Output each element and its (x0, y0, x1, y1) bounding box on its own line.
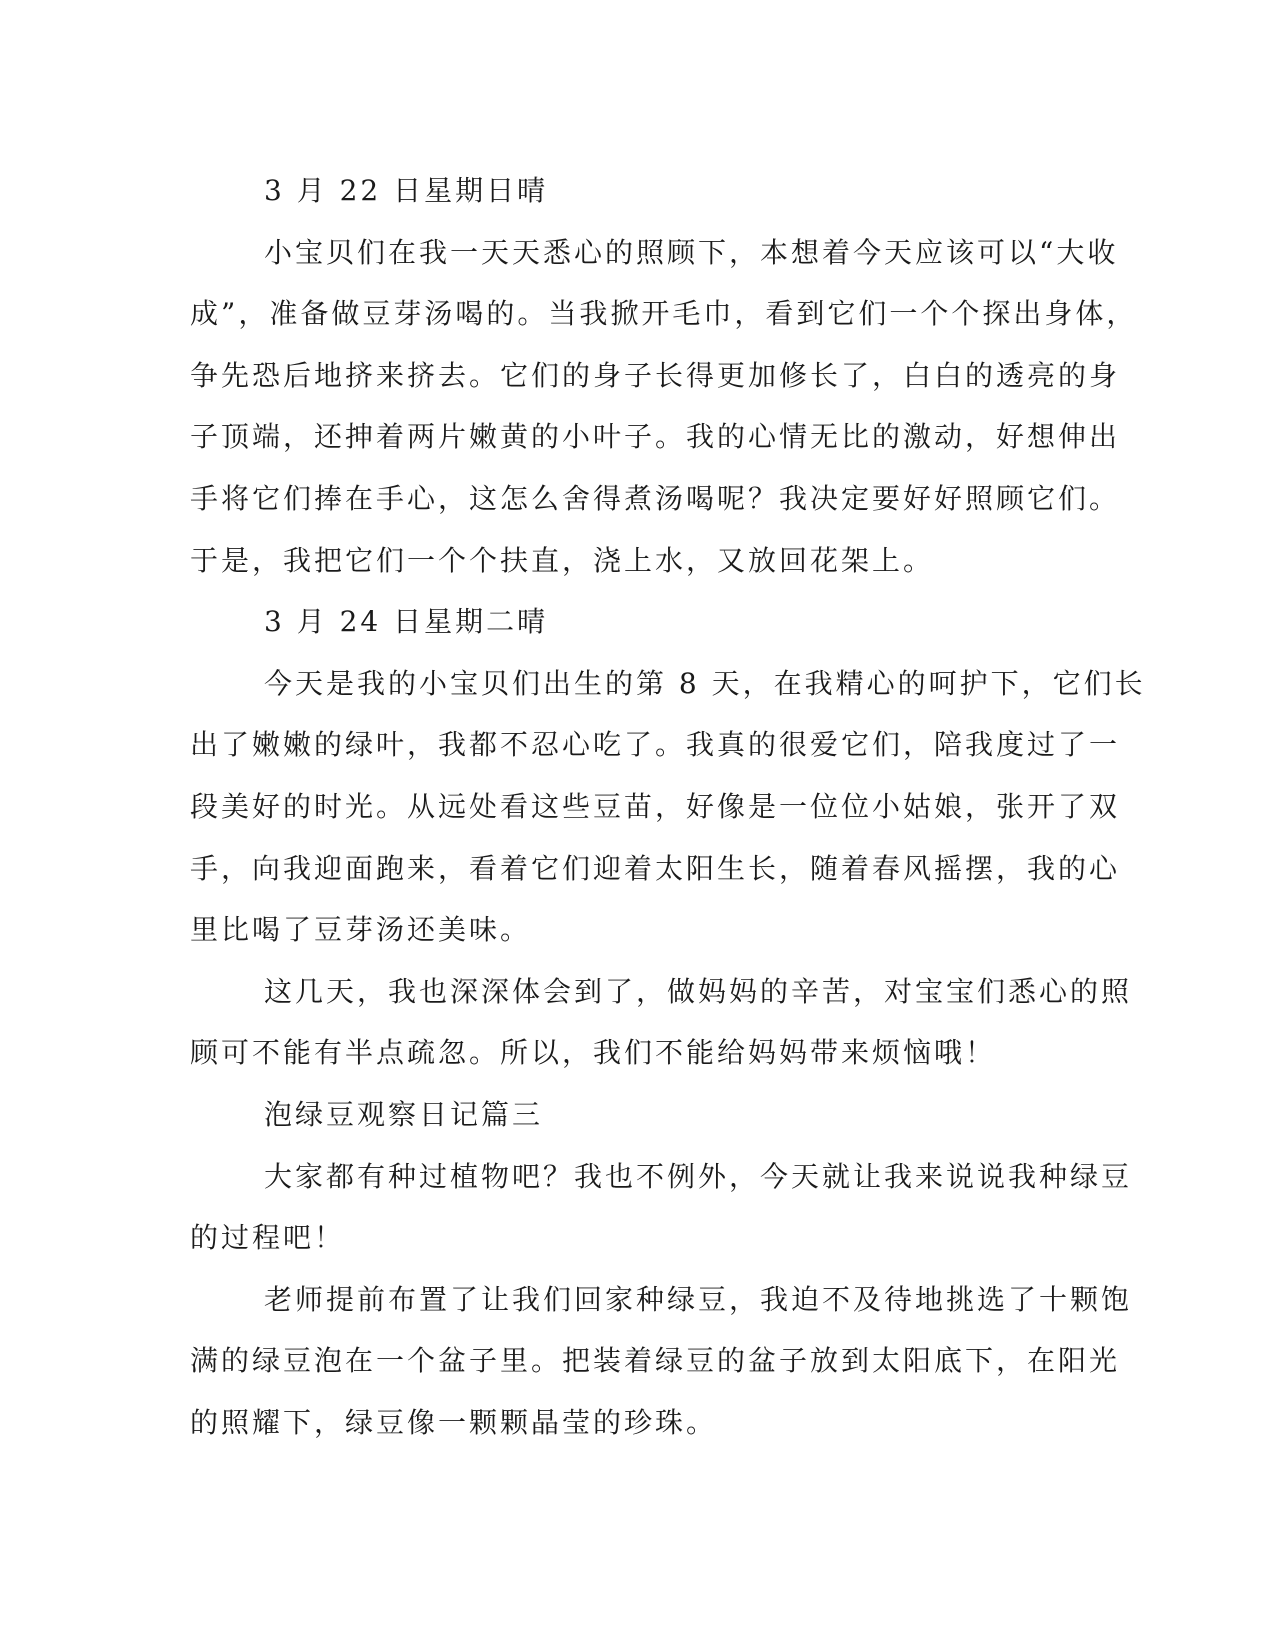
section-heading: 泡绿豆观察日记篇三 (264, 1097, 544, 1131)
date-heading: 3 月 22 日星期日晴 (264, 174, 549, 207)
paragraph-line: 满的绿豆泡在一个盆子里。把装着绿豆的盆子放到太阳底下，在阳光 (190, 1344, 1121, 1378)
paragraph-line: 顾可不能有半点疏忽。所以，我们不能给妈妈带来烦恼哦！ (190, 1036, 997, 1070)
paragraph-line: 里比喝了豆芽汤还美味。 (190, 913, 532, 947)
paragraph-line: 段美好的时光。从远处看这些豆苗，好像是一位位小姑娘，张开了双 (190, 789, 1121, 823)
paragraph-line: 今天是我的小宝贝们出生的第 8 天，在我精心的呵护下，它们长 (264, 666, 1146, 700)
paragraph-line: 成”，准备做豆芽汤喝的。当我掀开毛巾，看到它们一个个探出身体， (190, 297, 1138, 331)
paragraph-line: 老师提前布置了让我们回家种绿豆，我迫不及待地挑选了十颗饱 (264, 1282, 1133, 1316)
paragraph-line: 这几天，我也深深体会到了，做妈妈的辛苦，对宝宝们悉心的照 (264, 974, 1133, 1008)
paragraph-line: 手将它们捧在手心，这怎么舍得煮汤喝呢？我决定要好好照顾它们。 (190, 481, 1121, 515)
date-heading: 3 月 24 日星期二晴 (264, 605, 549, 639)
paragraph-line: 于是，我把它们一个个扶直，浇上水，又放回花架上。 (190, 543, 935, 577)
paragraph-line: 的过程吧！ (190, 1221, 346, 1255)
paragraph-line: 小宝贝们在我一天天悉心的照顾下，本想着今天应该可以“大收 (264, 235, 1119, 269)
paragraph-line: 大家都有种过植物吧？我也不例外，今天就让我来说说我种绿豆 (264, 1159, 1133, 1193)
paragraph-line: 争先恐后地挤来挤去。它们的身子长得更加修长了，白白的透亮的身 (190, 358, 1121, 392)
document-body (190, 160, 1146, 1453)
paragraph-line: 手，向我迎面跑来，看着它们迎着太阳生长，随着春风摇摆，我的心 (190, 851, 1121, 885)
paragraph-line: 出了嫩嫩的绿叶，我都不忍心吃了。我真的很爱它们，陪我度过了一 (190, 728, 1121, 762)
paragraph-line: 的照耀下，绿豆像一颗颗晶莹的珍珠。 (190, 1405, 718, 1439)
paragraph-line: 子顶端，还抻着两片嫩黄的小叶子。我的心情无比的激动，好想伸出 (190, 420, 1121, 454)
